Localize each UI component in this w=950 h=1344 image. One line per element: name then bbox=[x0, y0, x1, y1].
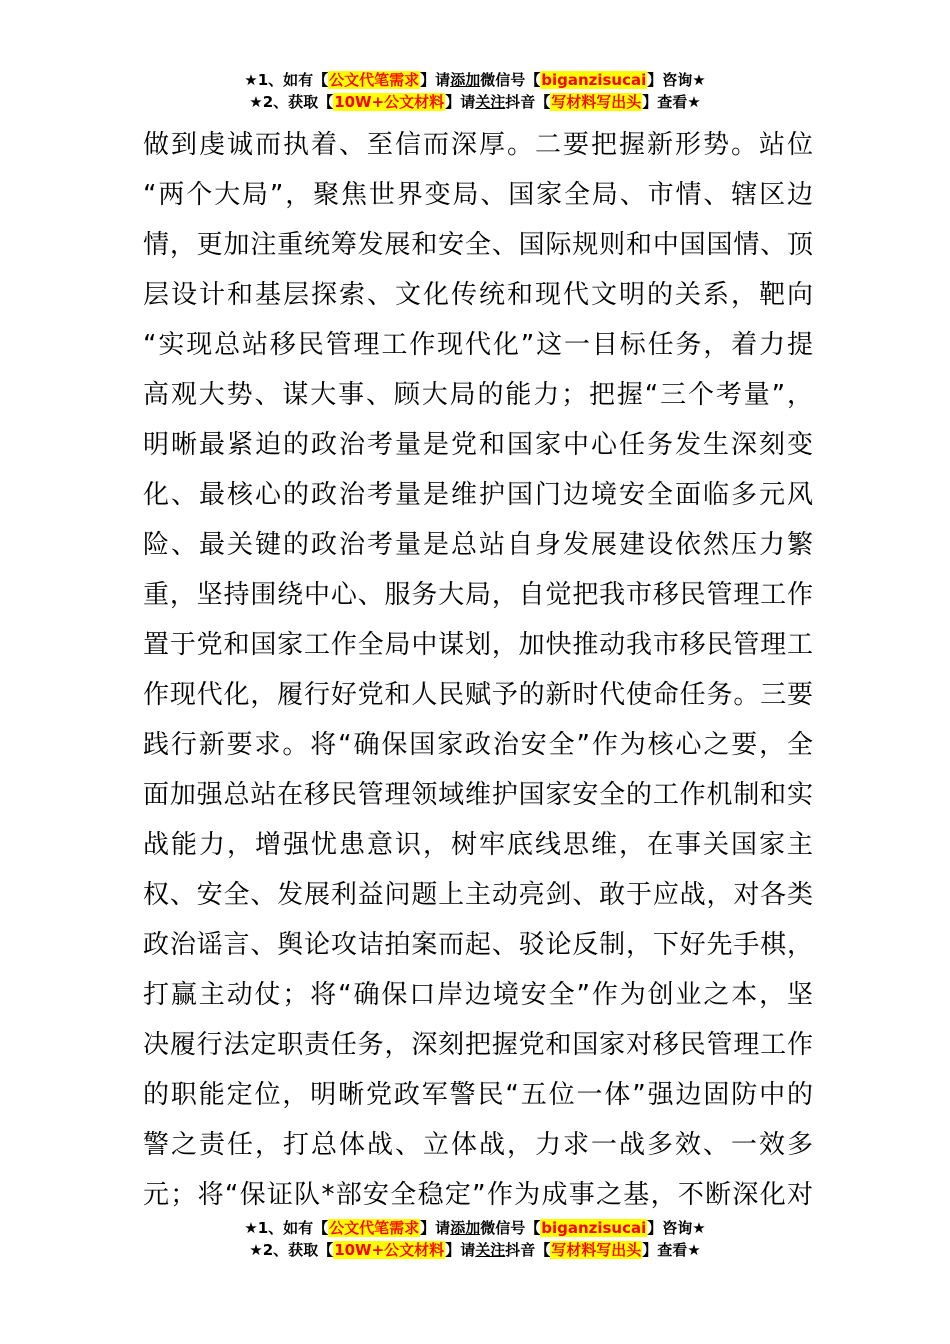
body-text-line: 践行新要求。将“确保国家政治安全”作为核心之要，全 bbox=[143, 730, 813, 760]
banner-text: 】请 bbox=[445, 93, 476, 111]
body-text-line: “实现总站移民管理工作现代化”这一目标任务，着力提 bbox=[143, 330, 813, 360]
banner-emphasis: 添加 bbox=[450, 71, 481, 89]
banner-emphasis: 添加 bbox=[450, 1219, 481, 1237]
header-banner bbox=[0, 69, 950, 113]
body-text-line: 置于党和国家工作全局中谋划，加快推动我市移民管理工 bbox=[143, 630, 813, 660]
body-text-line: 做到虔诚而执着、至信而深厚。二要把握新形势。站位 bbox=[143, 130, 813, 160]
body-text-line: 决履行法定职责任务，深刻把握党和国家对移民管理工作 bbox=[143, 1030, 813, 1060]
footer-banner bbox=[0, 1217, 950, 1261]
banner-emphasis: 关注 bbox=[475, 1241, 506, 1259]
banner-text: 】咨询★ bbox=[647, 1219, 706, 1237]
banner-line-2 bbox=[0, 1239, 950, 1261]
banner-text: 抖音【 bbox=[505, 93, 551, 111]
banner-text: ★2、获取【 bbox=[249, 1241, 334, 1259]
highlight-materials: 10W+公文材料 bbox=[334, 1241, 445, 1259]
body-text-line: 权、安全、发展利益问题上主动亮剑、敢于应战，对各类 bbox=[143, 880, 813, 910]
banner-text: ★2、获取【 bbox=[249, 93, 334, 111]
highlight-douyin: 写材料写出头 bbox=[551, 1241, 642, 1259]
banner-line-1 bbox=[0, 69, 950, 91]
banner-text: 】请 bbox=[445, 1241, 476, 1259]
highlight-wechat-id: biganzisucai bbox=[541, 1219, 647, 1237]
body-text-line: 险、最关键的政治考量是总站自身发展建设依然压力繁 bbox=[143, 530, 813, 560]
document-body bbox=[143, 120, 813, 1220]
body-text-line: 的职能定位，明晰党政军警民“五位一体”强边固防中的 bbox=[143, 1080, 813, 1110]
banner-text: ★1、如有【 bbox=[244, 71, 329, 89]
body-text-line: 政治谣言、舆论攻诘拍案而起、驳论反制，下好先手棋， bbox=[143, 930, 813, 960]
banner-line-2 bbox=[0, 91, 950, 113]
highlight-materials: 10W+公文材料 bbox=[334, 93, 445, 111]
body-text-line: 面加强总站在移民管理领域维护国家安全的工作机制和实 bbox=[143, 780, 813, 810]
banner-line-1 bbox=[0, 1217, 950, 1239]
banner-text: 】请 bbox=[420, 1219, 451, 1237]
body-text-line: 战能力，增强忧患意识，树牢底线思维，在事关国家主 bbox=[143, 830, 813, 860]
banner-text: 】咨询★ bbox=[647, 71, 706, 89]
body-text-line: 重，坚持围绕中心、服务大局，自觉把我市移民管理工作 bbox=[143, 580, 813, 610]
body-text-line: 打赢主动仗；将“确保口岸边境安全”作为创业之本，坚 bbox=[143, 980, 813, 1010]
highlight-douyin: 写材料写出头 bbox=[551, 93, 642, 111]
banner-text: 微信号【 bbox=[480, 71, 541, 89]
body-text-line: “两个大局”，聚焦世界变局、国家全局、市情、辖区边 bbox=[143, 180, 813, 210]
body-text-line: 化、最核心的政治考量是维护国门边境安全面临多元风 bbox=[143, 480, 813, 510]
body-text-line: 元；将“保证队*部安全稳定”作为成事之基，不断深化对 bbox=[143, 1180, 813, 1210]
body-text-line: 情，更加注重统筹发展和安全、国际规则和中国国情、顶 bbox=[143, 230, 813, 260]
banner-text: 】查看★ bbox=[642, 93, 701, 111]
highlight-wechat-id: biganzisucai bbox=[541, 71, 647, 89]
body-text-line: 层设计和基层探索、文化传统和现代文明的关系，靶向 bbox=[143, 280, 813, 310]
body-text-line: 明晰最紧迫的政治考量是党和国家中心任务发生深刻变 bbox=[143, 430, 813, 460]
highlight-service: 公文代笔需求 bbox=[329, 1219, 420, 1237]
banner-text: 微信号【 bbox=[480, 1219, 541, 1237]
banner-text: ★1、如有【 bbox=[244, 1219, 329, 1237]
highlight-service: 公文代笔需求 bbox=[329, 71, 420, 89]
banner-text: 】查看★ bbox=[642, 1241, 701, 1259]
banner-emphasis: 关注 bbox=[475, 93, 506, 111]
banner-text: 抖音【 bbox=[505, 1241, 551, 1259]
body-text-line: 高观大势、谋大事、顾大局的能力；把握“三个考量”， bbox=[143, 380, 813, 410]
body-text-line: 作现代化，履行好党和人民赋予的新时代使命任务。三要 bbox=[143, 680, 813, 710]
banner-text: 】请 bbox=[420, 71, 451, 89]
body-text-line: 警之责任，打总体战、立体战，力求一战多效、一效多 bbox=[143, 1130, 813, 1160]
